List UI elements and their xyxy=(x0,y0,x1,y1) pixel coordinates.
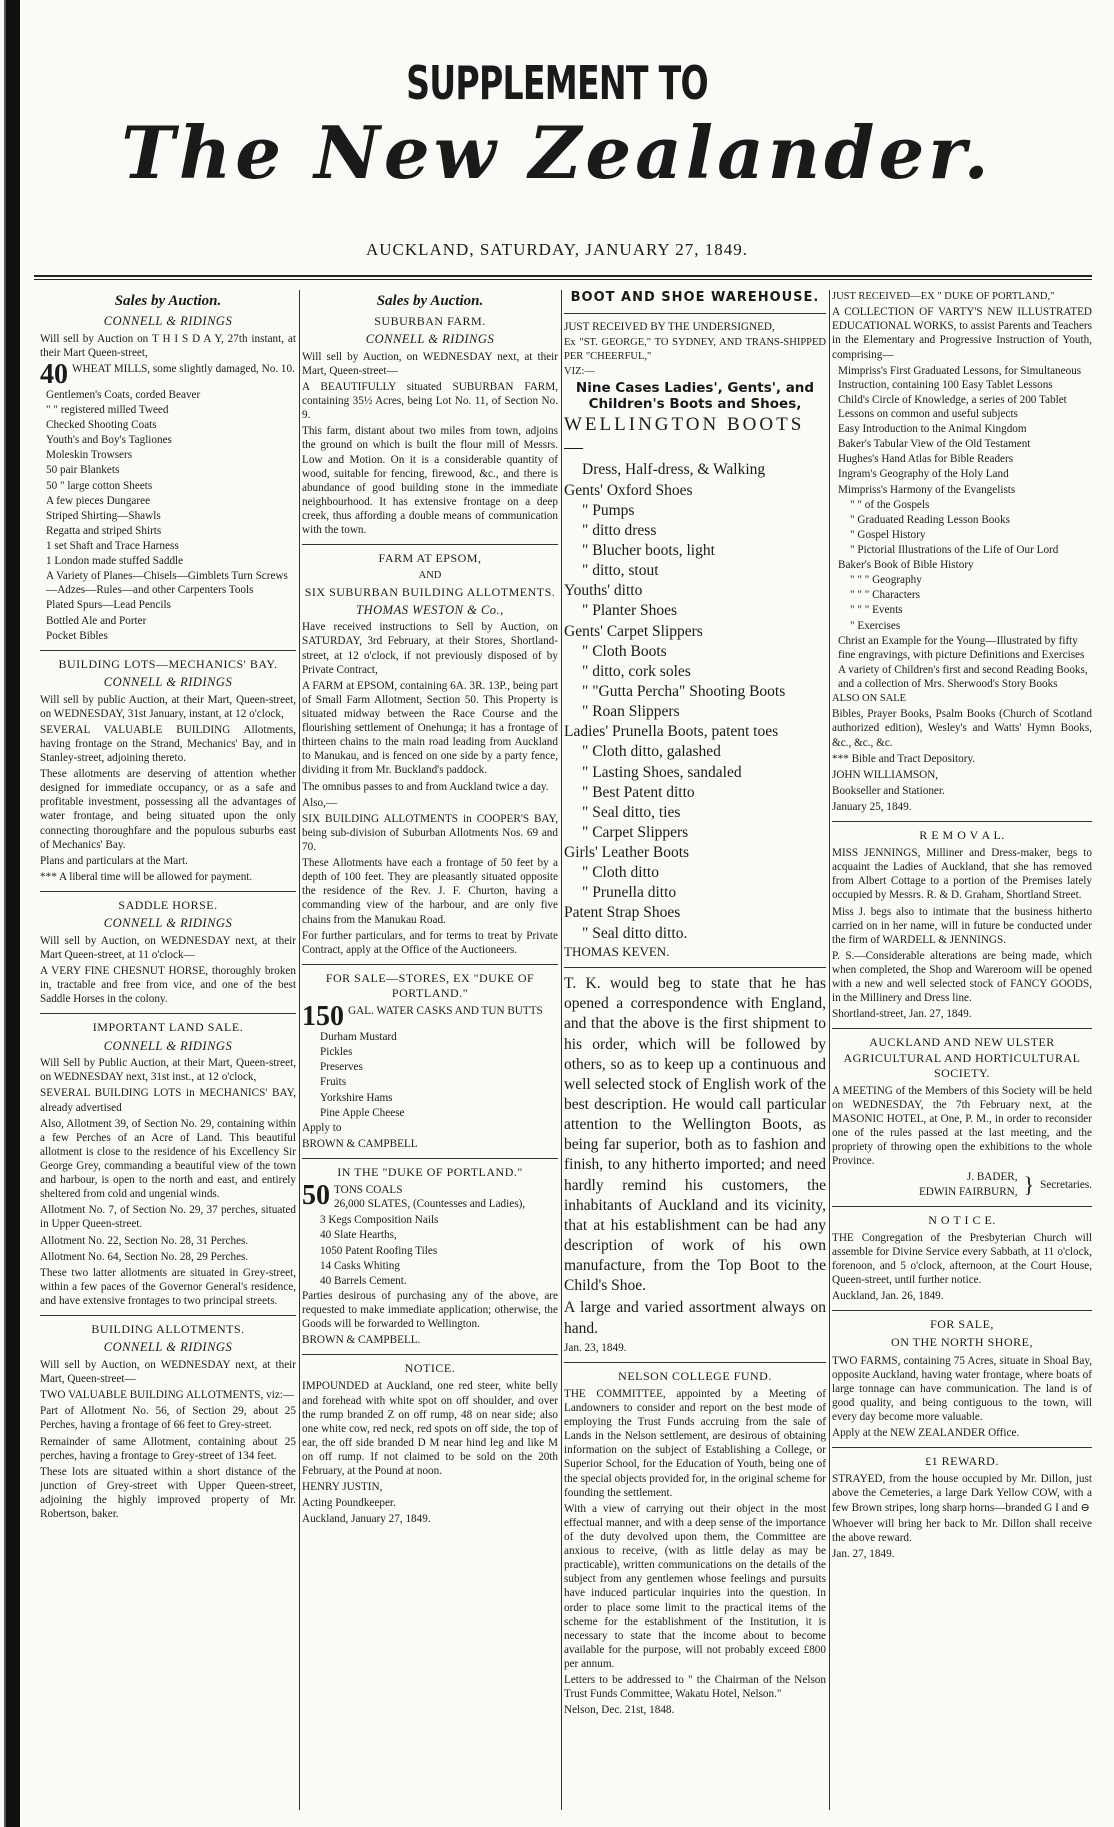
ad-body: A large and varied assortment always on hand. xyxy=(564,1299,826,1337)
ad-note: Apply at the NEW ZEALANDER Office. xyxy=(832,1427,1020,1440)
list-item: " ditto dress xyxy=(582,521,657,539)
list-item: Gents' Carpet Slippers xyxy=(564,622,703,640)
list-item: A Variety of Planes—Chisels—Gimblets Turn Screws—Adzes—Rules—and other Carpenters Tools xyxy=(46,570,288,597)
column-1 xyxy=(40,290,296,1810)
list-item: " Graduated Reading Lesson Books xyxy=(850,513,1010,526)
ad-heading: IN THE "DUKE OF PORTLAND." xyxy=(337,1164,523,1179)
ad-body: Part of Allotment No. 56, of Section 29, about 25 Perches, having a frontage of 66 feet to Grey-street. xyxy=(40,1405,296,1432)
ad-body: Allotment No. 64, Section No. 28, 29 Perches. xyxy=(40,1250,249,1263)
ad-separator xyxy=(832,1028,1092,1029)
ad-body: Allotment No. 22, Section No. 28, 31 Perches. xyxy=(40,1234,249,1247)
list-item: " Pumps xyxy=(582,501,635,519)
ad-heading: N O T I C E. xyxy=(928,1212,996,1227)
ad-separator xyxy=(302,964,558,965)
list-item: Youths' ditto xyxy=(564,582,643,600)
ad-signature: THOMAS KEVEN. xyxy=(564,943,670,959)
list-item: " Cloth ditto, galashed xyxy=(582,743,721,761)
list-item: Pocket Bibles xyxy=(46,629,108,642)
list-item: " Seal ditto, ties xyxy=(582,803,681,821)
list-item: A few pieces Dungaree xyxy=(46,494,151,507)
auctioneer-name: CONNELL & RIDINGS xyxy=(103,674,233,689)
list-item: " "Gutta Percha" Shooting Boots xyxy=(582,682,786,700)
header-rule-top xyxy=(34,275,1092,277)
quantity: 150 xyxy=(302,1001,344,1033)
ad-body: A MEETING of the Members of this Society will be held on WEDNESDAY, the 7th February next, at the MASONIC HOTEL, at One, P. M., in order to reconsider one of the rules passed at the last meeting, and the propriety of throwing open the exhibitions to the whole Province. xyxy=(832,1084,1092,1168)
ad-lead: 40 WHEAT MILLS, some slightly damaged, No. 10. xyxy=(40,358,295,390)
list-item: Plated Spurs—Lead Pencils xyxy=(46,599,171,612)
ad-intro: JUST RECEIVED—EX " DUKE OF PORTLAND," xyxy=(832,291,1055,302)
ad-separator xyxy=(40,1013,296,1014)
list-item: 40 Slate Hearths, xyxy=(320,1229,397,1242)
list-item: 1 London made stuffed Saddle xyxy=(46,555,184,568)
list-item: 50 " large cotton Sheets xyxy=(46,479,153,492)
ad-signature: HENRY JUSTIN, xyxy=(302,1481,383,1494)
list-item: " " " Geography xyxy=(850,574,922,587)
ad-lead: WELLINGTON BOOTS— xyxy=(564,413,805,459)
ad-body: With a view of carrying out their object in the most effectual manner, and with a deep sense of the importance of the duty devolved upon them, the Committee are anxious to receive, (with as little delay as may be practicable), written communications on the details of the subject from any gentlemen whose feelings and pursuits have induced particular inquiries into the question. In order to place some limit to the practical items of the scheme for the establishment of the Institution, it is necessary to state that the income about to become available for the purpose, will not probably exceed £800 per annum. xyxy=(564,1502,826,1670)
ad-heading: NELSON COLLEGE FUND. xyxy=(618,1368,772,1383)
list-item: Baker's Tabular View of the Old Testament xyxy=(838,438,1031,451)
list-item: " ditto, cork soles xyxy=(582,662,691,680)
ad-heading: SUBURBAN FARM. xyxy=(374,313,486,328)
list-item: Gents' Oxford Shoes xyxy=(564,481,693,499)
ad-heading-and: AND xyxy=(418,570,442,582)
ad-body: The omnibus passes to and from Auckland twice a day. xyxy=(302,780,549,793)
ad-heading: ON THE NORTH SHORE, xyxy=(891,1335,1033,1350)
list-item: " Cloth ditto xyxy=(582,864,659,882)
list-item: " ditto, stout xyxy=(582,562,659,580)
list-item: Baker's Book of Bible History xyxy=(838,559,974,572)
list-item: Christ an Example for the Young—Illustrated by fifty fine engravings, with picture Definitions and Exercises xyxy=(838,634,1085,661)
ad-body: Also, Allotment 39, of Section No. 29, containing within a few Perches of an Acre of Land. This beautiful allotment is close to the residence of his Excellency Sir George Grey, commanding a beautiful view of the town and harbour, is open to the north and east, and entirely sheltered from cold and ungenial winds. xyxy=(40,1117,296,1201)
section-heading: Sales by Auction. xyxy=(376,293,484,309)
list-item: Child's Circle of Knowledge, a series of 200 Tablet Lessons on common and useful subjects xyxy=(838,393,1067,420)
ad-body: These Allotments have each a frontage of 50 feet by a depth of 100 feet. They are pleasantly situated opposite the residence of the Rev. J. F. Churton, having a commanding view of the harbour, and are only five chains from the Manukau Road. xyxy=(302,857,558,926)
ad-heading: SIX SUBURBAN BUILDING ALLOTMENTS. xyxy=(304,584,556,599)
ad-separator xyxy=(302,1158,558,1159)
ad-heading: FOR SALE—STORES, EX "DUKE OF PORTLAND." xyxy=(325,970,535,1000)
list-item: Youth's and Boy's Tagliones xyxy=(46,434,172,447)
ad-separator xyxy=(832,821,1092,822)
ad-heading: IMPORTANT LAND SALE. xyxy=(92,1020,244,1035)
list-item: 40 Barrels Cement. xyxy=(320,1274,407,1287)
list-item: 1 set Shaft and Trace Harness xyxy=(46,539,179,552)
ad-separator xyxy=(832,1206,1092,1207)
ad-separator xyxy=(302,1354,558,1355)
auctioneer-name: CONNELL & RIDINGS xyxy=(103,1340,233,1355)
list-item: Checked Shooting Coats xyxy=(46,419,157,432)
column-3 xyxy=(564,290,826,1810)
list-item: 3 Kegs Composition Nails xyxy=(320,1214,439,1227)
ad-date: Jan. 27, 1849. xyxy=(832,1547,895,1560)
ad-date: Auckland, Jan. 26, 1849. xyxy=(832,1290,944,1303)
ad-separator xyxy=(832,1310,1092,1311)
column-divider xyxy=(299,290,300,1810)
auctioneer-name: CONNELL & RIDINGS xyxy=(365,332,495,346)
section-heading: Sales by Auction. xyxy=(114,293,222,309)
list-item: " " of the Gospels xyxy=(850,498,930,511)
ad-signature-role: Bookseller and Stationer. xyxy=(832,784,945,797)
dateline: AUCKLAND, SATURDAY, JANUARY 27, 1849. xyxy=(365,240,749,259)
ad-body: Miss J. begs also to intimate that the business hitherto carried on in her name, will in future be conducted under the firm of WARDELL & JENNINGS. xyxy=(832,905,1092,946)
list-item: " Planter Shoes xyxy=(582,602,678,620)
ad-note: Plans and particulars at the Mart. xyxy=(40,854,188,867)
ad-lead: 50 TONS COALS 26,000 SLATES, (Countesses and Ladies), xyxy=(302,1180,526,1212)
list-item: " Gospel History xyxy=(850,528,926,541)
list-item: 50 pair Blankets xyxy=(46,464,120,477)
list-item: " " registered milled Tweed xyxy=(46,403,169,416)
ad-intro: Will sell by Auction on T H I S D A Y, 27th instant, at their Mart Queen-street, xyxy=(40,332,296,359)
list-item: Hughes's Hand Atlas for Bible Readers xyxy=(838,453,1014,466)
ad-separator xyxy=(564,1362,826,1363)
ad-body: Bibles, Prayer Books, Psalm Books (Church of Scotland authorized edition), Wesley's and Watts' Hymn Books, &c., &c., &c. xyxy=(832,708,1092,749)
left-binding-bar xyxy=(6,0,20,1827)
ad-body: Parties desirous of purchasing any of the above, are requested to make immediate application; otherwise, the Goods will be forwarded to Wellington. xyxy=(302,1289,558,1331)
ad-signature: BROWN & CAMPBELL xyxy=(302,1137,418,1150)
auctioneer-name: CONNELL & RIDINGS xyxy=(103,1038,233,1053)
list-item: Bottled Ale and Porter xyxy=(46,614,147,627)
ad-intro: Will sell by Auction, on WEDNESDAY next, at their Mart Queen-street, at 11 o'clock— xyxy=(40,934,296,961)
ad-body: P. S.—Considerable alterations are being made, which when completed, the Shop and Wareroom will be opened with a new and well selected stock of FANCY GOODS, in the Millinery and Dress line. xyxy=(832,949,1092,1005)
ad-body: SEVERAL VALUABLE BUILDING Allotments, having frontage on the Strand, Mechanics' Bay, and in Stanley-street, adjoining thereto. xyxy=(40,723,296,765)
ad-separator xyxy=(40,1315,296,1316)
ad-heading: NOTICE. xyxy=(404,1361,456,1376)
list-item: Mimpriss's Harmony of the Evangelists xyxy=(838,483,1016,496)
list-item: Durham Mustard xyxy=(320,1031,397,1044)
list-item: Easy Introduction to the Animal Kingdom xyxy=(838,423,1027,436)
auctioneer-name: CONNELL & RIDINGS xyxy=(103,313,233,328)
newspaper-title: The New Zealander. xyxy=(121,110,993,195)
ad-body: For further particulars, and for terms to treat by Private Contract, apply at the Office of the Auctioneers. xyxy=(302,929,558,956)
ad-separator xyxy=(832,1447,1092,1448)
ad-separator xyxy=(302,544,558,545)
header-rule-bottom xyxy=(34,279,1092,280)
list-item: Pine Apple Cheese xyxy=(320,1106,405,1119)
ad-date: Shortland-street, Jan. 27, 1849. xyxy=(832,1008,972,1021)
quantity: 50 xyxy=(302,1180,330,1212)
ad-body: A BEAUTIFULLY situated SUBURBAN FARM, containing 35½ Acres, being Lot No. 11, of Section No. 9. xyxy=(302,380,558,422)
ad-body: Letters to be addressed to " the Chairman of the Nelson Trust Funds Committee, Wakatu Hotel, Nelson." xyxy=(564,1674,826,1701)
ad-body: These allotments are deserving of attention whether designed for immediate occupancy, or as a safe and profitable investment, possessing all the advantages of water frontage, and being situated upon the only connecting thoroughfare and the populous suburbs east of Mechanics' Bay. xyxy=(40,768,296,851)
list-item: 1050 Patent Roofing Tiles xyxy=(320,1244,438,1257)
ad-intro: Will sell by Auction, on WEDNESDAY next, at their Mart, Queen-street— xyxy=(302,350,558,377)
ad-note: Apply to xyxy=(302,1121,342,1134)
ad-body: IMPOUNDED at Auckland, one red steer, white belly and forehead with white spot on off shoulder, and over the rump branded Z on off rump, 48 on near side; also one white cow, red neck, red spots on off side, the top of ear, the off side branded D M near hind leg and like M on off rump. If not claimed to be sold on the 20th February, at the Pound at noon. xyxy=(302,1380,558,1478)
list-item: " Cloth Boots xyxy=(582,642,667,660)
ad-note: ALSO ON SALE xyxy=(832,693,907,705)
section-heading: BOOT AND SHOE WAREHOUSE. xyxy=(570,290,820,305)
column-divider xyxy=(829,290,830,1810)
list-item: Gentlemen's Coats, corded Beaver xyxy=(46,388,201,401)
ad-lead: Dress, Half-dress, & Walking xyxy=(582,461,766,479)
list-item: " Carpet Slippers xyxy=(582,823,689,841)
ad-body: THE COMMITTEE, appointed by a Meeting of Landowners to consider and report on the best mode of employing the Trust Funds accruing from the sale of Lands in the Nelson settlement, are desirous of obtaining information on the subject of Establishing a College, or Superior School, for the Education of Youth, being one of the special objects provided for, in the original scheme for founding the settlement. xyxy=(564,1387,826,1499)
ad-heading: FOR SALE, xyxy=(930,1317,994,1332)
ad-signature: J. BADER, xyxy=(966,1171,1018,1184)
ad-body: TWO FARMS, containing 75 Acres, situate in Shoal Bay, opposite Auckland, having water frontage, where boats of large tonnage can have communication. The land is of good quality, and being contiguous to the town, will every day become more valuable. xyxy=(832,1354,1092,1423)
ad-body: A COLLECTION OF VARTY'S NEW ILLUSTRATED EDUCATIONAL WORKS, to assist Parents and Teachers in the Elementary and Progressive Instruction of Youth, comprising— xyxy=(832,306,1092,361)
ad-body: MISS JENNINGS, Milliner and Dress-maker, begs to acquaint the Ladies of Auckland, that she has removed from Albert Cottage to a portion of the Premises lately occupied by Messrs. R. & D. Graham, Shortland Street. xyxy=(832,847,1092,902)
list-item: Fruits xyxy=(320,1076,347,1089)
list-item: " Blucher boots, light xyxy=(582,541,715,559)
ad-note: Also,— xyxy=(302,796,338,809)
list-item: " Exercises xyxy=(850,619,901,632)
list-item: Striped Shirting—Shawls xyxy=(46,509,161,522)
list-item: Ingram's Geography of the Holy Land xyxy=(838,468,1009,481)
ad-note: *** Bible and Tract Depository. xyxy=(832,752,976,765)
ad-heading: £1 REWARD. xyxy=(925,1454,999,1469)
list-item: Preserves xyxy=(320,1061,363,1074)
ad-heading: BUILDING ALLOTMENTS. xyxy=(91,1322,245,1337)
ad-body: TWO VALUABLE BUILDING ALLOTMENTS, viz:— xyxy=(40,1389,295,1402)
ad-date: Jan. 23, 1849. xyxy=(564,1341,627,1354)
ad-body: This farm, distant about two miles from town, adjoins the ground on which is built the flour mill of Messrs. Low and Motion. On it is a considerable quantity of wood, suitable for fencing, firewood, &c., and there is abundance of good building stone in the immediate neighbourhood. It has extensive frontage on a deep creek, thus affording a double means of communication with the town. xyxy=(302,425,558,537)
ad-intro: JUST RECEIVED BY THE UNDERSIGNED, xyxy=(564,321,775,334)
ad-signature: EDWIN FAIRBURN, xyxy=(918,1185,1018,1198)
ad-signature-role: Secretaries. xyxy=(1040,1178,1092,1191)
list-item: " " " Characters xyxy=(850,589,920,602)
list-item: " Prunella ditto xyxy=(582,884,677,902)
list-item: Mimpriss's First Graduated Lessons, for Simultaneous Instruction, containing 100 Easy Tablet Lessons xyxy=(838,364,1082,391)
ad-heading: R E M O V A L. xyxy=(919,828,1005,843)
ad-body: Remainder of same Allotment, containing about 25 perches, having a frontage to Grey-street of 134 feet. xyxy=(40,1435,296,1462)
list-item: 14 Casks Whiting xyxy=(320,1259,400,1272)
ad-intro: Will sell by Auction, on WEDNESDAY next, at their Mart, Queen-street— xyxy=(40,1358,296,1386)
list-item: Girls' Leather Boots xyxy=(564,844,690,862)
column-divider xyxy=(561,290,562,1810)
ad-body: T. K. would beg to state that he has opened a correspondence with England, and that the above is the first shipment to his order, which will be followed by others, so as to keep up a continuous and well selected stock of English work of the best description. He would call particular attention to the Wellington Boots, as being far superior, both as to fashion and finish, to any hitherto imported; and need hardly remind his customers, the inhabitants of Auckland and its vicinity, that at his establishment can be had any description of work of his own manufacture, from the Top Boot to the Child's Shoe. xyxy=(564,975,826,1295)
ad-date: Nelson, Dec. 21st, 1848. xyxy=(564,1704,675,1717)
ad-heading: AUCKLAND AND NEW ULSTER AGRICULTURAL AND HORTICULTURAL SOCIETY. xyxy=(843,1035,1081,1080)
quantity: 40 xyxy=(40,358,68,390)
ad-body: A VERY FINE CHESNUT HORSE, thoroughly broken in, tractable and free from vice, and one of the best Saddle Horses in the colony. xyxy=(40,965,296,1006)
column-4 xyxy=(832,290,1092,1810)
ad-intro: Will Sell by Public Auction, at their Mart, Queen-street, on WEDNESDAY next, 31st inst., at 12 o'clock, xyxy=(40,1057,296,1084)
list-item: " Pictorial Illustrations of the Life of Our Lord xyxy=(850,543,1059,556)
ad-signature: JOHN WILLIAMSON, xyxy=(832,768,939,781)
ad-body: SEVERAL BUILDING LOTS in MECHANICS' BAY, already advertised xyxy=(40,1087,296,1114)
list-item: Yorkshire Hams xyxy=(320,1091,393,1104)
list-item: Moleskin Trowsers xyxy=(46,449,133,462)
ad-heading: SADDLE HORSE. xyxy=(118,898,218,912)
ad-heading: BUILDING LOTS—MECHANICS' BAY. xyxy=(58,656,278,671)
ad-body: These lots are situated within a short distance of the junction of Grey-street with Upper Queen-street, adjoining the highly improved property of Mr. Robertson, baker. xyxy=(40,1465,296,1521)
left-binding-edge xyxy=(4,0,6,1827)
ad-intro: Have received instructions to Sell by Auction, on SATURDAY, 3rd February, at their Stores, Shortland-street, at 12 o'clock, if not previously disposed of by Private Contract, xyxy=(302,621,558,676)
list-item: Ladies' Prunella Boots, patent toes xyxy=(564,723,779,741)
auctioneer-name: THOMAS WESTON & Co., xyxy=(356,602,504,617)
ad-intro: Ex "ST. GEORGE," TO SYDNEY, AND TRANS-SHIPPED PER "CHEERFUL," xyxy=(564,337,826,362)
ad-signature-role: Acting Poundkeeper. xyxy=(302,1497,396,1510)
ad-body: A FARM at EPSOM, containing 6A. 3R. 13P., being part of Small Farm Allotment, Section 50. This Property is situated midway between the Race Course and the flourishing settlement of Onehunga; it has a frontage of thirteen chains to the main road leading from Auckland to Manukau, and is fenced on one side by a party fence, dividing it from Mr. Buckland's paddock. xyxy=(302,679,558,777)
list-item: " " " Events xyxy=(850,604,903,617)
ad-date: January 25, 1849. xyxy=(832,800,912,813)
ad-body: THE Congregation of the Presbyterian Church will assemble for Divine Service every Sabbath, at 11 o'clock, forenoon, and 5 o'clock, afternoon, at the Court House, Queen-street, until further notice. xyxy=(832,1231,1092,1287)
list-item: Patent Strap Shoes xyxy=(564,904,681,922)
ad-body: These two latter allotments are situated in Grey-street, within a few paces of the Governor General's residence, and have extensive frontages to two principal streets. xyxy=(40,1266,296,1308)
supplement-heading: SUPPLEMENT TO xyxy=(406,56,708,110)
ad-signature: BROWN & CAMPBELL. xyxy=(302,1334,421,1347)
ad-body: Whoever will bring her back to Mr. Dillon shall receive the above reward. xyxy=(832,1517,1092,1544)
ad-body: Allotment No. 7, of Section No. 29, 37 perches, situated in Upper Queen-street. xyxy=(40,1204,296,1231)
list-item: Regatta and striped Shirts xyxy=(46,524,162,537)
ad-body: STRAYED, from the house occupied by Mr. Dillon, just above the Cemeteries, a large Dark Yellow COW, with a few Brown stripes, long sharp horns—branded G I and ⊖ xyxy=(832,1473,1092,1514)
ad-lead: 150 GAL. WATER CASKS AND TUN BUTTS xyxy=(302,1001,543,1033)
ad-separator xyxy=(564,967,826,968)
list-item: " Seal ditto ditto. xyxy=(582,924,688,942)
list-item: " Lasting Shoes, sandaled xyxy=(582,763,742,781)
list-item: A variety of Children's first and second Reading Books, and a collection of Mrs. Sherwood's Story Books xyxy=(838,663,1088,690)
list-item: " Best Patent ditto xyxy=(582,783,695,801)
auctioneer-name: CONNELL & RIDINGS xyxy=(103,916,233,931)
ad-signature-block: J. BADER, EDWIN FAIRBURN, } Secretaries. xyxy=(918,1171,1092,1198)
ad-heading: FARM AT EPSOM, xyxy=(378,551,482,566)
ad-heavy-heading: Nine Cases Ladies', Gents', and Children's Boots and Shoes, xyxy=(575,380,815,413)
ad-intro: Will sell by public Auction, at their Mart, Queen-street, on WEDNESDAY, 31st January, instant, at 12 o'clock, xyxy=(40,693,296,720)
list-item: " Roan Slippers xyxy=(582,703,680,721)
ad-body: SIX BUILDING ALLOTMENTS in COOPER'S BAY, being sub-division of Suburban Allotments Nos. 69 and 70. xyxy=(302,812,558,853)
ad-separator xyxy=(40,891,296,892)
ad-separator xyxy=(564,313,826,314)
ad-separator xyxy=(40,650,296,651)
column-2 xyxy=(302,290,558,1810)
ad-note: *** A liberal time will be allowed for payment. xyxy=(40,870,253,883)
ad-date: Auckland, January 27, 1849. xyxy=(302,1513,431,1526)
list-item: Pickles xyxy=(320,1046,353,1059)
ad-intro: VIZ:— xyxy=(564,365,595,377)
